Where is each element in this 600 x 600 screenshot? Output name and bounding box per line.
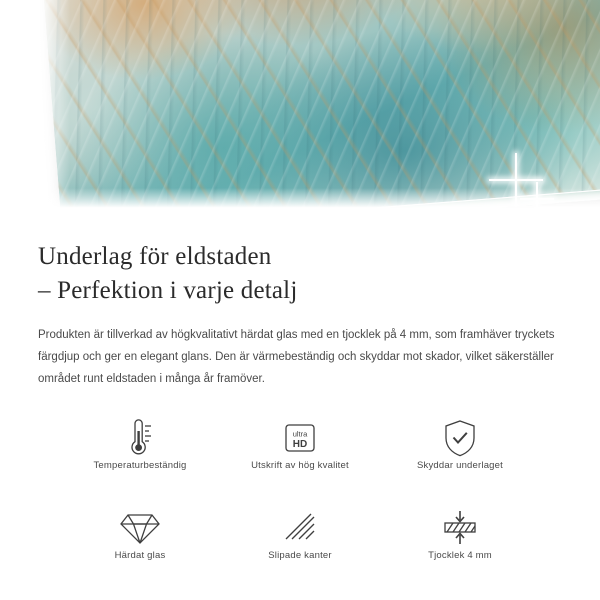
feature-item-tempered-glass — [60, 506, 220, 584]
feature-label: Skyddar underlaget — [417, 460, 503, 471]
diamond-icon — [119, 506, 161, 550]
polished-edges-icon — [281, 506, 319, 550]
feature-label: Tjocklek 4 mm — [428, 550, 492, 561]
feature-label: Temperaturbeständig — [93, 460, 187, 471]
hero-image — [0, 0, 600, 222]
feature-item-temperature — [60, 416, 220, 494]
thickness-icon — [439, 506, 481, 550]
feature-label: Slipade kanter — [268, 550, 332, 561]
ultra-hd-icon — [281, 416, 319, 460]
thermometer-icon — [121, 416, 159, 460]
headline-line-1: Underlag för eldstaden — [38, 243, 272, 270]
feature-item-polished-edges — [220, 506, 380, 584]
feature-item-protection — [380, 416, 540, 494]
page-title — [38, 240, 562, 308]
content-block — [0, 222, 600, 584]
feature-grid — [38, 416, 562, 584]
feature-label: Härdat glas — [114, 550, 166, 561]
feature-item-thickness — [380, 506, 540, 584]
feature-item-print-quality — [220, 416, 380, 494]
svg-text:HD: HD — [292, 439, 308, 450]
svg-text:ultra: ultra — [292, 429, 308, 439]
hero-fade-bottom — [0, 188, 600, 222]
feature-label: Utskrift av hög kvalitet — [251, 460, 349, 471]
shield-check-icon — [441, 416, 479, 460]
description-text: Produkten är tillverkad av högkvalitativt härdat glas med en tjocklek på 4 mm, som framhäver tryckets färgdjup och ger en elegant glans. Den är värmebeständig och skyddar mot skador, vilket säkerställer området runt eldstaden i många år framöver. — [38, 329, 555, 385]
headline-line-2: – Perfektion i varje detalj — [38, 277, 298, 304]
